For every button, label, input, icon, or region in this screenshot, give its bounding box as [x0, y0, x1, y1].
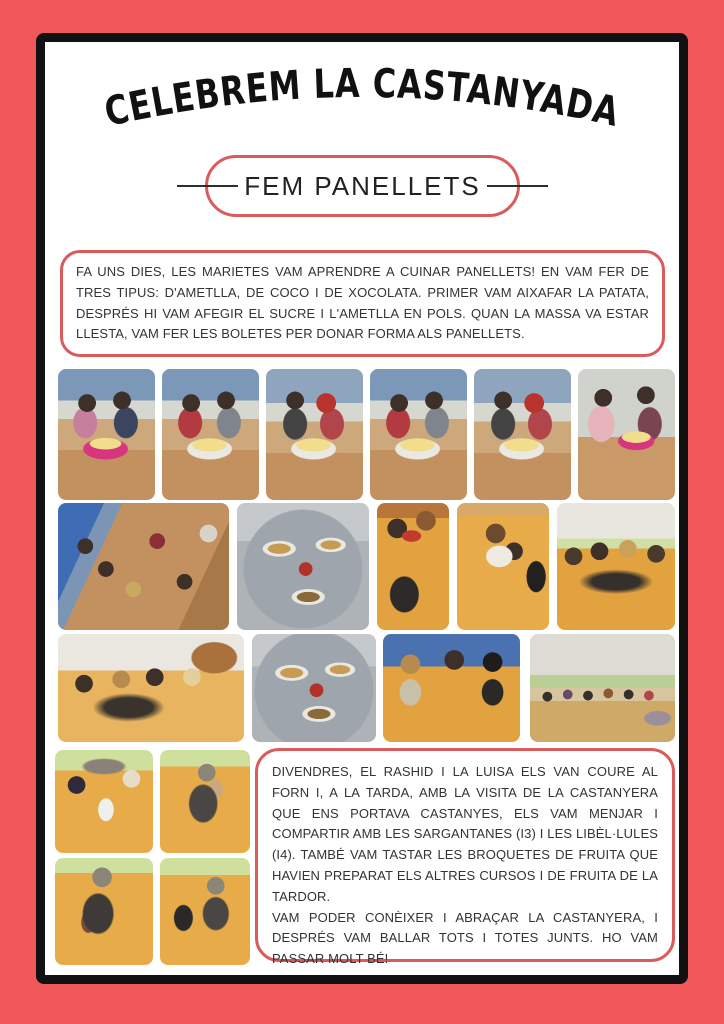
photo-row1-6	[578, 369, 675, 500]
subtitle-badge	[205, 155, 520, 217]
photo-row2-4	[457, 503, 549, 630]
photo-bottom-1	[55, 750, 153, 853]
photo-row1-1	[58, 369, 155, 500]
photo-row1-4	[370, 369, 467, 500]
subtitle-rule-right	[476, 185, 548, 187]
photo-row2-3	[377, 503, 449, 630]
photo-row1-5	[474, 369, 571, 500]
intro-box	[60, 250, 665, 357]
page-title-text: CELEBREM LA CASTANYADA	[100, 60, 630, 138]
page-frame	[36, 33, 688, 984]
photo-row3-3	[383, 634, 520, 742]
photo-bottom-4	[160, 858, 250, 965]
subtitle-text: FEM PANELLETS	[238, 171, 486, 202]
photo-row2-1	[58, 503, 229, 630]
intro-text: FA UNS DIES, LES MARIETES VAM APRENDRE A CUINAR PANELLETS! EN VAM FER DE TRES TIPUS: D'AMETLLA, DE COCO I DE XOCOLATA. PRIMER VAM AIXAFAR LA PATATA, DESPRÉS HI VAM AFEGIR EL SUCRE I L'AMETLLA EN POLS. QUAN LA MASSA VA ESTAR LLESTA, VAM FER LES BOLETES PER DONAR FORMA ALS PANELLETS.	[76, 264, 649, 342]
photo-row2-2	[237, 503, 369, 630]
story-box	[255, 748, 675, 967]
photo-row3-2	[252, 634, 376, 742]
photo-bottom-3	[55, 858, 153, 965]
page-title	[45, 42, 679, 172]
photo-row1-2	[162, 369, 259, 500]
photo-row3-4	[530, 634, 675, 742]
story-paragraph-2: VAM PODER CONÈIXER I ABRAÇAR LA CASTANYERA, I DESPRÉS VAM BALLAR TOTS I TOTES JUNTS. HO VAM PASSAR MOLT BÉ!	[272, 909, 658, 967]
photo-bottom-2	[160, 750, 250, 853]
photo-row1-3	[266, 369, 363, 500]
story-paragraph-1: DIVENDRES, EL RASHID I LA LUISA ELS VAN COURE AL FORN I, A LA TARDA, AMB LA VISITA DE LA CASTANYERA QUE ENS PORTAVA CASTANYES, ELS VAM MENJAR I COMPARTIR AMB LES SARGANTANES (I3) I LES LIBÈL·LULES (I4). TAMBÉ VAM TASTAR LES BROQUETES DE FRUITA QUE HAVIEN PREPARAT ELS ALTRES CURSOS I DE FRUITA DE LA TARDOR.	[272, 764, 658, 904]
photo-row2-5	[557, 503, 675, 630]
photo-row3-1	[58, 634, 244, 742]
